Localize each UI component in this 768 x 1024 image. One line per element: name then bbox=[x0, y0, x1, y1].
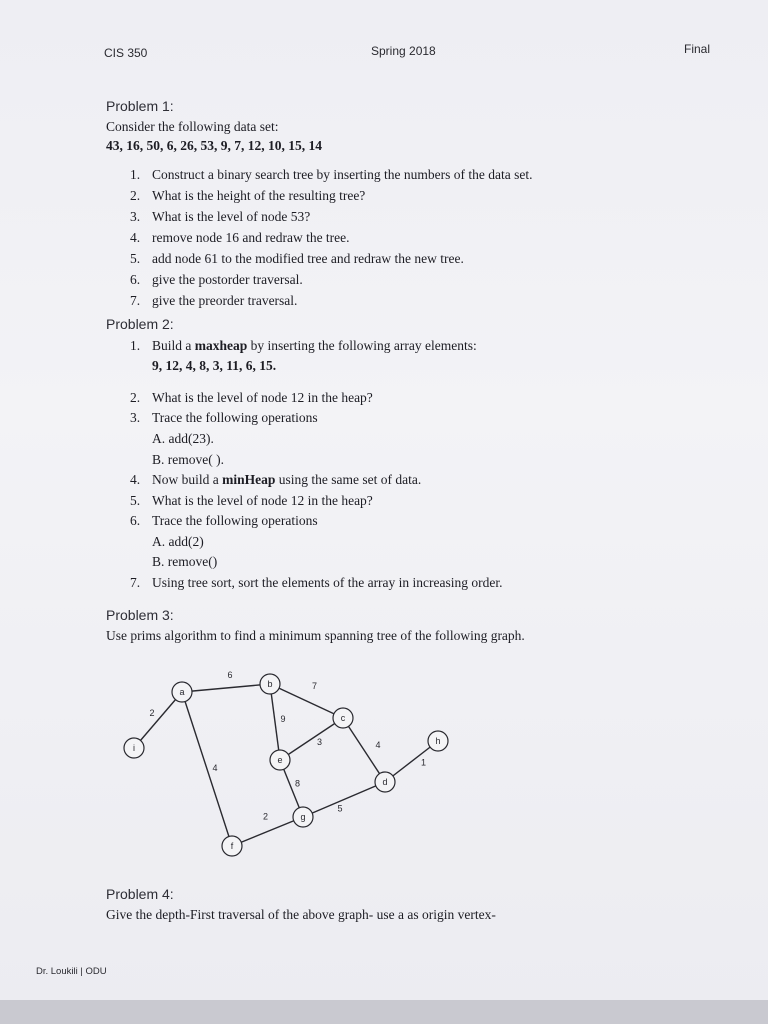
edge-weight-a-i: 2 bbox=[149, 708, 155, 718]
problem-2-item bbox=[130, 472, 421, 488]
item-text: add node 61 to the modified tree and redraw the new tree. bbox=[152, 251, 464, 266]
item-text: What is the level of node 12 in the heap? bbox=[152, 390, 373, 405]
item-text: give the preorder traversal. bbox=[152, 293, 298, 308]
node-label: d bbox=[382, 777, 388, 787]
problem-4-title: Problem 4: bbox=[106, 886, 174, 902]
problem-2-title: Problem 2: bbox=[106, 316, 174, 332]
graph-edge-a-b bbox=[182, 684, 270, 692]
node-label: f bbox=[230, 841, 234, 851]
problem-4-text: Give the depth-First traversal of the above graph- use a as origin vertex- bbox=[106, 907, 496, 922]
problem-1-item bbox=[130, 251, 464, 267]
edge-weight-f-g: 2 bbox=[262, 811, 269, 822]
edge-weight-b-c: 7 bbox=[311, 681, 318, 691]
course-code: CIS 350 bbox=[104, 46, 148, 60]
problem-3-title: Problem 3: bbox=[106, 607, 174, 623]
node-label: a bbox=[179, 687, 185, 697]
edge-weight-b-e: 9 bbox=[280, 714, 286, 724]
item-number: 1. bbox=[130, 338, 141, 353]
node-label: i bbox=[133, 743, 135, 753]
problem-1-item bbox=[130, 272, 303, 288]
heap-array: 9, 12, 4, 8, 3, 11, 6, 15. bbox=[152, 358, 277, 373]
item-number: 4. bbox=[130, 230, 141, 245]
item-number: 4. bbox=[130, 472, 141, 487]
graph-edge-a-f bbox=[182, 692, 232, 846]
item-text: by inserting the following array elements: bbox=[247, 338, 477, 353]
graph-node-h bbox=[428, 731, 448, 751]
problem-2-item bbox=[130, 410, 318, 426]
item-number: 2. bbox=[130, 188, 141, 203]
graph-edge-g-d bbox=[303, 782, 385, 817]
sub-item: A. add(23). bbox=[152, 431, 214, 446]
problem-2-item bbox=[130, 493, 373, 509]
graph-node-i bbox=[124, 738, 144, 758]
item-emphasis: minHeap bbox=[222, 472, 276, 487]
problem-1-item bbox=[130, 188, 365, 204]
exam-type: Final bbox=[684, 42, 711, 56]
item-text: Build a bbox=[152, 338, 195, 353]
sub-item: A. add(2) bbox=[152, 534, 204, 549]
footer-author: Dr. Loukili | ODU bbox=[36, 966, 107, 977]
item-text: give the postorder traversal. bbox=[152, 272, 303, 287]
node-label: b bbox=[267, 679, 273, 689]
graph-edge-c-e bbox=[280, 718, 343, 760]
graph-edge-c-d bbox=[343, 718, 385, 782]
item-text: What is the level of node 12 in the heap? bbox=[152, 493, 373, 508]
graph-node-d bbox=[375, 772, 395, 792]
graph-edge-b-e bbox=[270, 684, 280, 760]
item-text: Using tree sort, sort the elements of the array in increasing order. bbox=[152, 575, 503, 590]
problem-1-title: Problem 1: bbox=[106, 98, 174, 114]
item-number: 3. bbox=[130, 410, 141, 425]
item-text: What is the level of node 53? bbox=[152, 209, 311, 224]
graph-node-g bbox=[293, 807, 313, 827]
item-number: 5. bbox=[130, 493, 141, 508]
item-text: Trace the following operations bbox=[152, 410, 318, 425]
graph-node-b bbox=[260, 674, 280, 694]
graph-node-c bbox=[333, 708, 353, 728]
item-number: 7. bbox=[130, 575, 141, 590]
graph-edge-b-c bbox=[270, 684, 343, 718]
item-number: 2. bbox=[130, 390, 141, 405]
problem-1-item bbox=[130, 167, 533, 183]
graph-node-e bbox=[270, 750, 290, 770]
node-label: c bbox=[340, 713, 346, 723]
edge-weight-a-f: 4 bbox=[212, 763, 218, 773]
weighted-graph bbox=[110, 660, 470, 860]
problem-1-item bbox=[130, 230, 350, 246]
graph-edge-a-i bbox=[134, 692, 182, 748]
edge-weight-g-d: 5 bbox=[337, 803, 343, 814]
item-number: 6. bbox=[130, 272, 141, 287]
edge-weight-e-g: 8 bbox=[294, 778, 301, 789]
graph-node-a bbox=[172, 682, 192, 702]
desk-edge bbox=[0, 1000, 768, 1024]
sub-item: B. remove() bbox=[152, 554, 218, 569]
item-text: Trace the following operations bbox=[152, 513, 318, 528]
item-number: 7. bbox=[130, 293, 141, 308]
edge-weight-d-h: 1 bbox=[420, 757, 427, 768]
item-number: 6. bbox=[130, 513, 141, 528]
problem-2-item bbox=[130, 338, 477, 354]
item-text: Construct a binary search tree by inserting the numbers of the data set. bbox=[152, 167, 533, 182]
edge-weight-c-e: 3 bbox=[316, 737, 323, 747]
item-text: Now build a bbox=[152, 472, 223, 487]
item-emphasis: maxheap bbox=[194, 338, 248, 353]
item-text: remove node 16 and redraw the tree. bbox=[152, 230, 350, 245]
node-label: g bbox=[300, 812, 306, 822]
problem-1-item bbox=[130, 209, 310, 225]
node-label: e bbox=[277, 755, 283, 765]
problem-3-text: Use prims algorithm to find a minimum spanning tree of the following graph. bbox=[106, 628, 525, 643]
edge-weight-a-b: 6 bbox=[227, 670, 233, 680]
problem-2-item bbox=[130, 575, 503, 591]
item-number: 5. bbox=[130, 251, 141, 266]
item-number: 3. bbox=[130, 209, 141, 224]
node-label: h bbox=[435, 736, 441, 746]
graph-node-f bbox=[222, 836, 242, 856]
problem-1-item bbox=[130, 293, 297, 309]
edge-weight-c-d: 4 bbox=[375, 740, 381, 750]
item-number: 1. bbox=[130, 167, 141, 182]
item-text: What is the height of the resulting tree? bbox=[152, 188, 366, 203]
exam-term: Spring 2018 bbox=[371, 44, 436, 58]
problem-1-intro: Consider the following data set: bbox=[106, 119, 279, 134]
item-text: using the same set of data. bbox=[275, 472, 422, 487]
problem-2-item bbox=[130, 390, 373, 406]
sub-item: B. remove( ). bbox=[152, 452, 224, 467]
problem-1-dataset: 43, 16, 50, 6, 26, 53, 9, 7, 12, 10, 15, 14 bbox=[106, 138, 322, 153]
problem-2-item bbox=[130, 513, 318, 529]
